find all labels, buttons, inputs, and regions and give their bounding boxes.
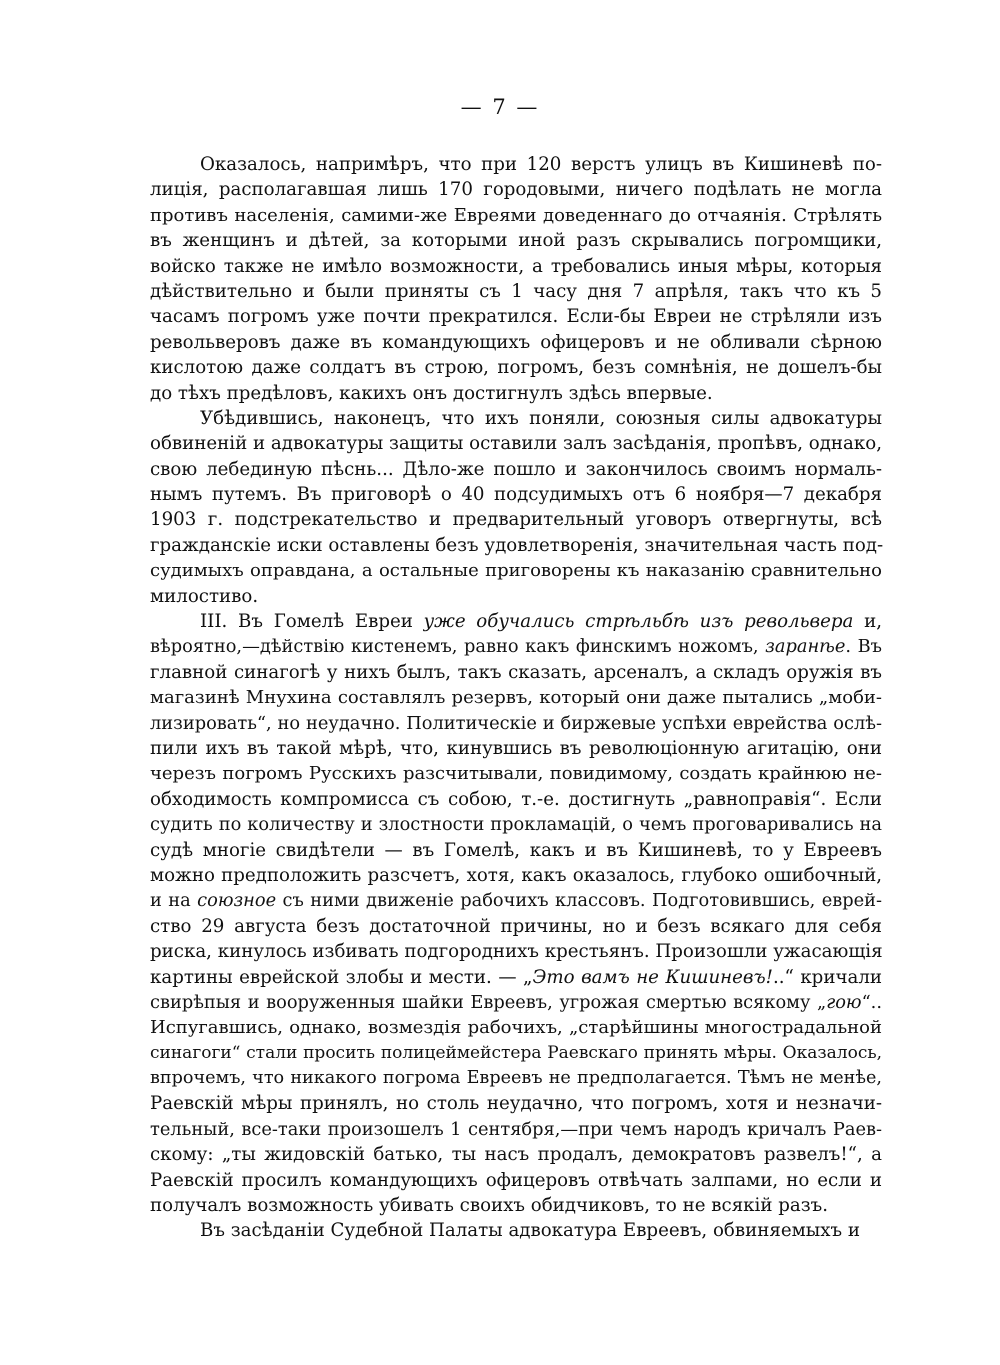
text-run: Раевскій просилъ командующихъ офицеровъ отвѣчать залпами, но если и bbox=[150, 1169, 882, 1191]
text-run: . Въ bbox=[845, 636, 882, 658]
text-line bbox=[150, 1066, 882, 1091]
text-line bbox=[150, 939, 882, 964]
text-run: пили ихъ въ такой мѣрѣ, что, кинувшись въ революціонную агитацію, они bbox=[150, 737, 882, 759]
text-line: 1903 г. подстрекательство и предварительный уговоръ отвергнуты, всѣ bbox=[150, 509, 882, 531]
text-run: “.. bbox=[861, 991, 882, 1013]
text-line: до тѣхъ предѣловъ, какихъ онъ достигнулъ здѣсь впервые. bbox=[150, 382, 713, 404]
text-line: въ женщинъ и дѣтей, за которыми иной разъ скрывались погромщики, bbox=[150, 230, 882, 252]
text-line bbox=[150, 736, 882, 761]
text-run: получалъ возможность убивать своихъ обидчиковъ, то не всякій разъ. bbox=[150, 1195, 829, 1217]
text-line bbox=[150, 787, 882, 812]
text-run: можно предположить разсчетъ, хотя, какъ оказалось, глубоко ошибочный, bbox=[150, 864, 882, 886]
text-run: и, bbox=[853, 611, 882, 633]
text-line bbox=[150, 634, 882, 659]
text-line bbox=[150, 1168, 882, 1193]
italic-run: Это вамъ не Кишиневъ! bbox=[532, 966, 773, 988]
text-line bbox=[150, 660, 882, 685]
text-line bbox=[150, 1041, 882, 1066]
text-run: тельный, все-таки произошелъ 1 сентября,—при чемъ народъ кричалъ Раев- bbox=[150, 1118, 882, 1140]
text-run: ство 29 августа безъ достаточной причины, но и безъ всякаго для себя bbox=[150, 915, 882, 937]
text-line: свою лебединую пѣснь... Дѣло-же пошло и закончилось своимъ нормаль- bbox=[150, 458, 882, 480]
text-run: впрочемъ, что никакого погрома Евреевъ не предполагается. Тѣмъ не менѣе, bbox=[150, 1068, 882, 1089]
text-run: скому: „ты жидовскій батько, ты насъ продалъ, демократовъ развелъ!“, а bbox=[150, 1144, 882, 1166]
text-line: милостиво. bbox=[150, 585, 259, 607]
text-run: риска, кинулось избивать подгороднихъ крестьянъ. Произошли ужасающія bbox=[150, 941, 883, 963]
text-line: противъ населенія, самими-же Евреями доведеннаго до отчаянія. Стрѣлять bbox=[150, 204, 882, 226]
text-line: дѣйствительно и были приняты съ 1 часу дня 7 апрѣля, такъ что къ 5 bbox=[150, 280, 882, 302]
text-line: лиція, располагавшая лишь 170 городовыми, ничего подѣлать не могла bbox=[150, 179, 882, 201]
text-run: и на bbox=[150, 890, 198, 912]
paragraph bbox=[150, 152, 882, 406]
text-line: нымъ путемъ. Въ приговорѣ о 40 подсудимыхъ отъ 6 ноября—7 декабря bbox=[150, 484, 882, 506]
text-line bbox=[150, 685, 882, 710]
paragraph bbox=[150, 1218, 882, 1243]
paragraph bbox=[150, 406, 882, 609]
text-line: обвиненій и адвокатуры защиты оставили залъ засѣданія, пропѣвъ, однако, bbox=[150, 433, 882, 455]
italic-run: заранѣе bbox=[765, 636, 846, 658]
text-line bbox=[150, 609, 882, 634]
italic-run: уже обучались стрѣльбѣ изъ револьвера bbox=[423, 611, 854, 633]
text-line: Оказалось, напримѣръ, что при 120 верстъ улицъ въ Кишиневѣ по- bbox=[200, 154, 882, 175]
text-run: вѣроятно,—дѣйствію кистенемъ, равно какъ финскимъ ножомъ, bbox=[150, 636, 766, 658]
text-run: лизировать“, но неудачно. Политическіе и биржевые успѣхи еврейства ослѣ- bbox=[150, 712, 882, 734]
paragraph bbox=[150, 609, 882, 1218]
text-line: войско также не имѣло возможности, а требовались иныя мѣры, которыя bbox=[150, 255, 882, 277]
italic-run: гою bbox=[826, 991, 862, 1013]
text-line: часамъ погромъ уже почти прекратился. Если-бы Евреи не стрѣляли изъ bbox=[150, 306, 882, 328]
page-number: — 7 — bbox=[460, 95, 540, 119]
text-run: Раевскій мѣры принялъ, но столь неудачно, что погромъ, хотя и незначи- bbox=[150, 1093, 882, 1115]
text-run: съ ними движеніе рабочихъ классовъ. Подготовившись, еврей- bbox=[276, 890, 882, 912]
text-line bbox=[150, 914, 882, 939]
text-line bbox=[150, 838, 882, 863]
text-line: револьверовъ даже въ командующихъ офицеровъ и не обливали сѣрною bbox=[150, 331, 882, 353]
text-run: магазинѣ Мнухина составлялъ резервъ, который они даже пытались „моби- bbox=[150, 687, 882, 709]
text-line bbox=[150, 1193, 882, 1218]
text-line bbox=[150, 888, 882, 913]
text-run: ..“ кричали bbox=[772, 966, 882, 988]
text-line: гражданскіе иски оставлены безъ удовлетворенія, значительная часть под- bbox=[150, 534, 884, 556]
text-line: кислотою даже солдатъ въ строю, погромъ, безъ сомнѣнія, не дошелъ-бы bbox=[150, 357, 882, 379]
text-run: судѣ многіе свидѣтели — въ Гомелѣ, какъ и въ Кишиневѣ, то у Евреевъ bbox=[150, 839, 882, 861]
italic-run: союзное bbox=[197, 890, 277, 912]
text-run: судить по количеству и злостности прокламацій, о чемъ проговаривались на bbox=[150, 814, 882, 836]
text-run: картины еврейской злобы и мести. — „ bbox=[150, 966, 533, 988]
text-line bbox=[150, 1142, 882, 1167]
text-run: синагоги“ стали просить полицеймейстера Раевскаго принять мѣры. Оказалось, bbox=[150, 1042, 882, 1063]
text-run: Испугавшись, однако, возмездія рабочихъ, „старѣйшины многострадальной bbox=[150, 1017, 882, 1039]
text-run: главной синагогѣ у нихъ былъ, такъ сказать, арсеналъ, а складъ оружія въ bbox=[150, 661, 882, 683]
text-run: свирѣпыя и вооруженныя шайки Евреевъ, угрожая смертью всякому „ bbox=[150, 991, 827, 1013]
text-line bbox=[150, 990, 882, 1015]
text-line: Убѣдившись, наконецъ, что ихъ поняли, союзныя силы адвокатуры bbox=[200, 407, 882, 429]
text-line bbox=[150, 812, 882, 837]
text-line bbox=[150, 761, 882, 786]
text-line bbox=[150, 711, 882, 736]
text-line bbox=[150, 965, 882, 990]
text-line: судимыхъ оправдана, а остальные приговорены къ наказанію сравнительно bbox=[150, 560, 882, 582]
text-run: черезъ погромъ Русскихъ разсчитывали, повидимому, создать крайнюю не- bbox=[150, 763, 882, 785]
text-line bbox=[150, 1015, 882, 1040]
text-line bbox=[150, 1117, 882, 1142]
text-line bbox=[150, 1091, 882, 1116]
text-run: III. Въ Гомелѣ Евреи bbox=[200, 611, 424, 633]
text-line: Въ засѣданіи Судебной Палаты адвокатура Евреевъ, обвиняемыхъ и bbox=[200, 1220, 860, 1242]
text-run: обходимость компромисса съ собою, т.-е. достигнуть „равноправія“. Если bbox=[150, 788, 882, 810]
body-text bbox=[150, 152, 882, 1244]
text-line bbox=[150, 863, 882, 888]
